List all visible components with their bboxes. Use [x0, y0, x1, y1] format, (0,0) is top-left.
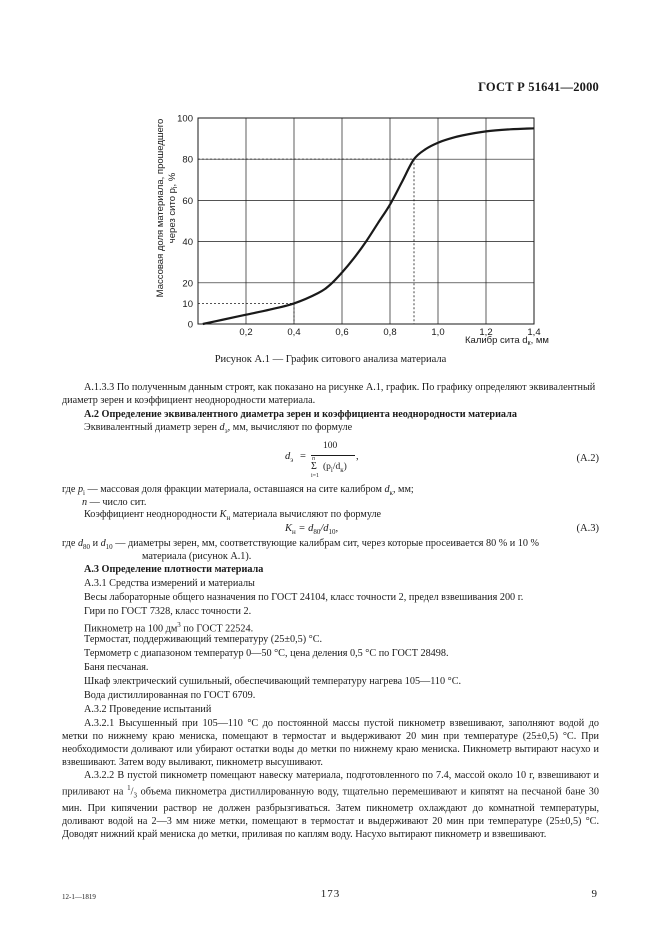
x-tick-label: 0,4 [287, 327, 301, 338]
x-axis-label: Калибр сита $d_к$, мм [465, 335, 549, 347]
footer-page-number-center: 173 [320, 888, 341, 900]
figure-caption: Рисунок А.1 — График ситового анализа материала [214, 354, 447, 365]
list-item: Весы лабораторные общего назначения по ГОСТ 24104, класс точности 2, предел взвешивания 200 г. [84, 592, 524, 603]
x-tick-label: 0,6 [335, 327, 349, 338]
x-tick-label: 1,4 [527, 327, 541, 338]
where-d80-d10: где $d_{80}$ и $d_{10}$ — диаметры зерен, мм, соответствующие калибрам сит, через которые просеивается 80 % и 10 % [62, 538, 540, 552]
y-tick-label: 100 [177, 113, 193, 125]
standard-header: ГОСТ Р 51641—2000 [478, 80, 599, 94]
heading-a3: А.3 Определение плотности материала [84, 564, 264, 575]
heading-a31: А.3.1 Средства измерений и материалы [84, 578, 255, 589]
series-line [203, 128, 534, 324]
list-item: Вода дистиллированная по ГОСТ 6709. [84, 690, 256, 701]
y-axis-label: Массовая доля материала, прошедшего [155, 118, 166, 298]
paragraph-coef: Коэффициент неоднородности $K_н$ материала вычисляют по формуле [84, 509, 382, 523]
plot-frame [198, 118, 534, 324]
paragraph-a321: А.3.2.1 Высушенный при 105—110 °С до постоянной массы пустой пикнометр взвешивают, заполняют водой до метки по нижнему краю мениска, помещают в термостат и выдерживают 20 мин при температуре (25±0,5) °С. При необходимости доливают или убирают остатки воды до метки по нижнему краю мениска. Пикнометр вытирают насухо и взвешивают. Затем воду выливают, пикнометр высушивают. [62, 718, 599, 768]
list-item: Пикнометр на 100 $дм^3$ по ГОСТ 22524. [84, 621, 254, 635]
where-pi: где $p_i$ — массовая доля фракции материала, оставшаяся на сите калибром $d_к$, мм; [62, 484, 414, 498]
formula-a2: $d_э$ = 100 n Σ i=1 $(p_i/d_к)$ , [285, 441, 359, 479]
y-tick-label: 60 [182, 195, 193, 207]
y-tick-label: 20 [182, 278, 193, 290]
y-tick-label: 80 [182, 154, 193, 166]
paragraph-a133: А.1.3.3 По полученным данным строят, как показано на рисунке А.1, график. По графику определяют эквивалентный диаметр зерен и коэффициент неоднородности материала. [62, 382, 596, 406]
list-item: Шкаф электрический сушильный, обеспечивающий температуру нагрева 105—110 °С. [84, 676, 462, 687]
footer-code: 12-1—1819 [62, 893, 96, 901]
x-tick-label: 0,2 [239, 327, 253, 338]
footer-page-number: 9 [591, 888, 597, 900]
list-item: Баня песчаная. [84, 662, 149, 673]
formula-a2-number: (А.2) [576, 453, 599, 464]
heading-a2: А.2 Определение эквивалентного диаметра зерен и коэффициента неоднородности материала [84, 409, 517, 420]
list-item: Гири по ГОСТ 7328, класс точности 2. [84, 606, 252, 617]
x-tick-label: 0,8 [383, 327, 397, 338]
x-tick-label: 1,2 [479, 327, 493, 338]
y-tick-label: 0 [187, 319, 193, 331]
y-tick-label: 10 [182, 298, 193, 310]
list-item: Термостат, поддерживающий температуру (25±0,5) °С. [84, 634, 323, 645]
heading-a32: А.3.2 Проведение испытаний [84, 704, 212, 715]
y-axis-label-line2: через сито $p_i$, % [167, 172, 179, 244]
list-item: Термометр с диапазоном температур 0—50 °С, цена деления 0,5 °С по ГОСТ 28498. [84, 648, 449, 659]
formula-a3: $K_н = d_{80}/d_{10}$, [285, 523, 339, 537]
where-n: n — число сит. [82, 497, 147, 508]
paragraph-a322: А.3.2.2 В пустой пикнометр помещают навеску материала, подготовленного по 7.4, массой около 10 г, взвешивают и приливают на $^1/_3$ объема пикнометра дистиллированную воду, тщательно перемешивают и кипятят на песчаной бане 30 мин. При кипячении раствор не должен разбрызгиваться. Затем пикнометр охлаждают до комнатной температуры, доливают водой на 2—3 мм ниже метки, помещают в термостат и выдерживают 20 мин при температуре (25±0,5) °С. Доводят нижний край мениска до метки, приливая по каплям воду. Насухо вытирают пикнометр и взвешивают. [62, 770, 599, 841]
formula-a3-number: (А.3) [576, 523, 599, 534]
sieve-analysis-chart [140, 100, 560, 350]
paragraph-eqdiam: Эквивалентный диаметр зерен $d_э$, мм, вычисляют по формуле [84, 422, 353, 436]
where-d80-d10-cont: материала (рисунок А.1). [142, 551, 252, 562]
y-tick-label: 40 [182, 237, 193, 249]
x-tick-label: 1,0 [431, 327, 445, 338]
